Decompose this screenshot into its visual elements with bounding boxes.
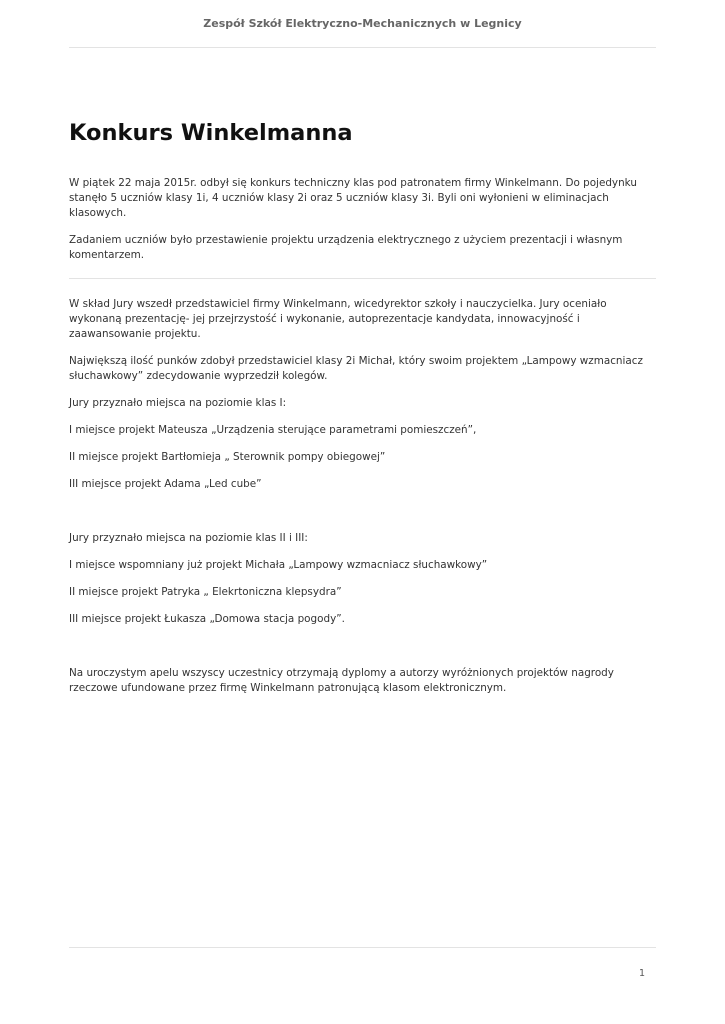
page-number: 1 — [638, 968, 645, 979]
closing-paragraph: Na uroczystym apelu wszyscy uczestnicy otrzymają dyplomy a autorzy wyróżnionych projektów nagrody rzeczowe ufundowane przez firmę Winkelmann patronującą klasom elektronicznym. — [69, 667, 614, 694]
footer-divider — [69, 947, 656, 948]
level-two-second-place: II miejsce projekt Patryka „ Elekrtoniczna klepsydra” — [69, 586, 342, 598]
level-one-first-place: I miejsce projekt Mateusza „Urządzenia sterujące parametrami pomieszczeń”, — [69, 424, 477, 436]
spacer — [69, 639, 659, 666]
level-two-first-place: I miejsce wspomniany już projekt Michała „Lampowy wzmacniacz słuchawkowy” — [69, 559, 488, 571]
level-one-second-place: II miejsce projekt Bartłomieja „ Sterownik pompy obiegowej” — [69, 451, 386, 463]
section-divider — [69, 278, 656, 279]
results-section — [69, 297, 659, 708]
spacer — [69, 504, 659, 531]
level-one-third-place: III miejsce projekt Adama „Led cube” — [69, 478, 262, 490]
article-title: Konkurs Winkelmanna — [69, 120, 353, 146]
intro-paragraph: W piątek 22 maja 2015r. odbył się konkurs techniczny klas pod patronatem firmy Winkelmann. Do pojedynku stanęło 5 uczniów klasy 1i, 4 uczniów klasy 2i oraz 5 uczniów klasy 3i. Byli oni wyłonieni w eliminacjach klasowych. — [69, 177, 637, 219]
jury-paragraph: W skład Jury wszedł przedstawiciel firmy Winkelmann, wicedyrektor szkoły i nauczycielka. Jury oceniało wykonaną prezentację- jej przejrzystość i wykonanie, autoprezentacje kandydata, innowacyjność i zaawansowanie projektu. — [69, 298, 607, 340]
task-paragraph: Zadaniem uczniów było przestawienie projektu urządzenia elektrycznego z użyciem prezentacji i własnym komentarzem. — [69, 234, 623, 261]
header-divider — [69, 47, 656, 48]
intro-section — [69, 176, 659, 275]
level-two-third-place: III miejsce projekt Łukasza „Domowa stacja pogody”. — [69, 613, 345, 625]
level-one-heading: Jury przyznało miejsca na poziomie klas I: — [69, 397, 287, 409]
level-two-heading: Jury przyznało miejsca na poziomie klas II i III: — [69, 532, 308, 544]
school-header: Zespół Szkół Elektryczno-Mechanicznych w Legnicy — [203, 17, 522, 30]
winner-paragraph: Największą ilość punków zdobył przedstawiciel klasy 2i Michał, który swoim projektem „Lampowy wzmacniacz słuchawkowy” zdecydowanie wyprzedził kolegów. — [69, 355, 643, 382]
